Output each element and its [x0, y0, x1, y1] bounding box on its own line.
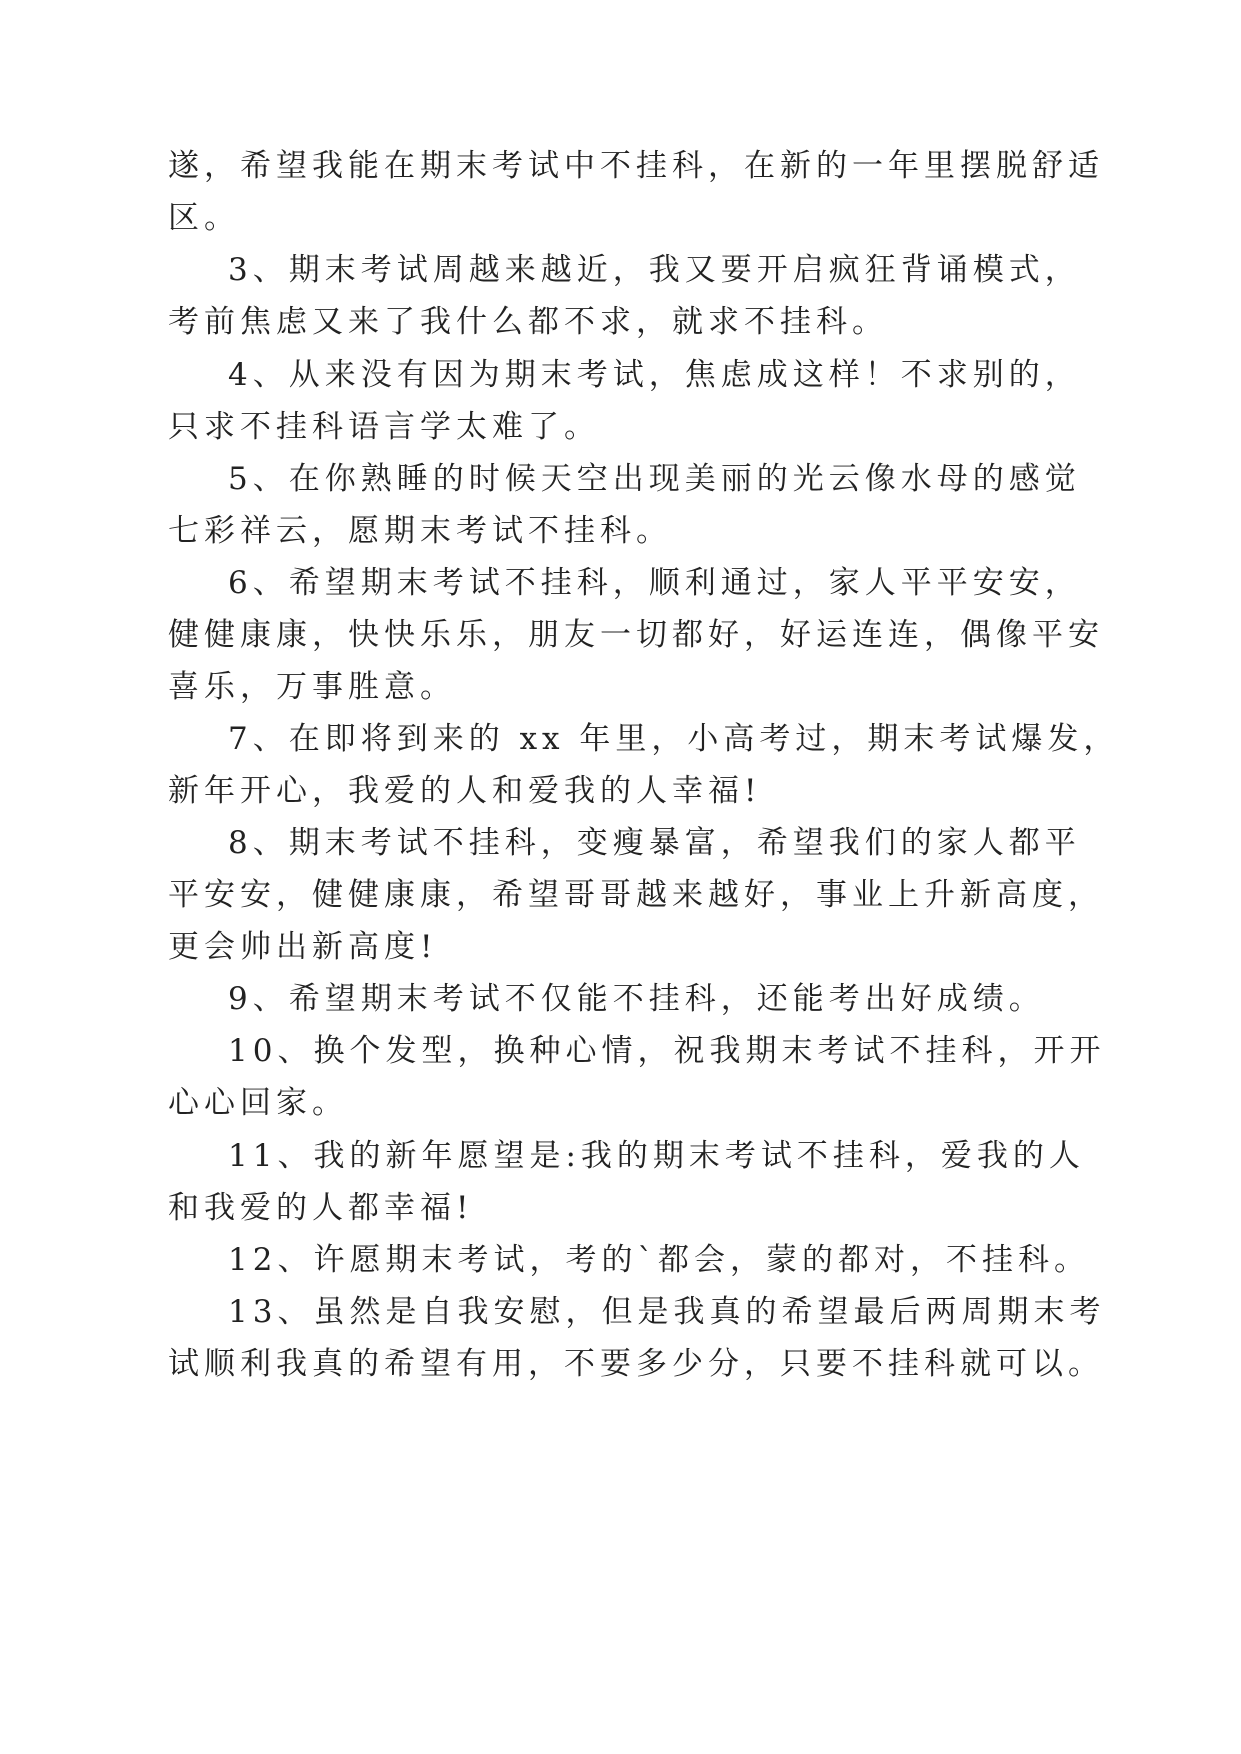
list-item-9-line-1: 9、希望期末考试不仅能不挂科，还能考出好成绩。 [228, 981, 1045, 1017]
list-item-7-line-1: 7、在即将到来的 xx 年里，小高考过，期末考试爆发， [228, 721, 1120, 757]
list-item-10-line-2: 心心回家。 [168, 1085, 348, 1121]
list-item-3-line-1: 3、期末考试周越来越近，我又要开启疯狂背诵模式， [228, 252, 1081, 288]
list-item-7-line-2: 新年开心，我爱的人和爱我的人幸福! [168, 773, 762, 809]
list-item-4-line-2: 只求不挂科语言学太难了。 [168, 409, 600, 445]
list-item-3-line-2: 考前焦虑又来了我什么都不求，就求不挂科。 [168, 304, 888, 340]
text-line-1: 遂，希望我能在期末考试中不挂科，在新的一年里摆脱舒适 [168, 148, 1104, 184]
list-item-11-line-1: 11、我的新年愿望是:我的期末考试不挂科，爱我的人 [228, 1138, 1085, 1174]
list-item-8-line-1: 8、期末考试不挂科，变瘦暴富，希望我们的家人都平 [228, 825, 1081, 861]
list-item-4-line-1: 4、从来没有因为期末考试，焦虑成这样！不求别的， [228, 357, 1081, 393]
list-item-6-line-2: 健健康康，快快乐乐，朋友一切都好，好运连连，偶像平安 [168, 617, 1104, 653]
list-item-6-line-1: 6、希望期末考试不挂科，顺利通过，家人平平安安， [228, 565, 1081, 601]
list-item-11-line-2: 和我爱的人都幸福! [168, 1190, 474, 1226]
list-item-5-line-1: 5、在你熟睡的时候天空出现美丽的光云像水母的感觉 [228, 461, 1081, 497]
list-item-8-line-2: 平安安，健健康康，希望哥哥越来越好，事业上升新高度， [168, 877, 1104, 913]
list-item-13-line-2: 试顺利我真的希望有用，不要多少分，只要不挂科就可以。 [168, 1346, 1104, 1382]
list-item-13-line-1: 13、虽然是自我安慰，但是我真的希望最后两周期末考 [228, 1294, 1106, 1330]
list-item-10-line-1: 10、换个发型，换种心情，祝我期末考试不挂科，开开 [228, 1033, 1106, 1069]
list-item-5-line-2: 七彩祥云，愿期末考试不挂科。 [168, 513, 672, 549]
text-line-2: 区。 [168, 200, 240, 236]
list-item-6-line-3: 喜乐，万事胜意。 [168, 669, 456, 705]
list-item-12-line-1: 12、许愿期末考试，考的`都会，蒙的都对，不挂科。 [228, 1242, 1090, 1278]
list-item-8-line-3: 更会帅出新高度! [168, 929, 438, 965]
